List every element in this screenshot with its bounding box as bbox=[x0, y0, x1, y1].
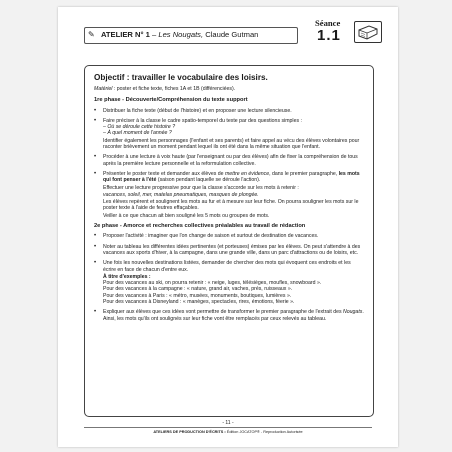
atelier-title bbox=[101, 30, 258, 39]
step4-text-b: . bbox=[362, 309, 364, 316]
author-name: Claude Gutman bbox=[203, 30, 259, 39]
atelier-number: ATELIER N° 1 bbox=[101, 30, 150, 39]
step4-text-b: , dans le premier paragraphe, bbox=[269, 170, 339, 177]
footer-edition: • Édition JOCATOP® - Reproduction Autorisée bbox=[223, 430, 303, 434]
phase2-step4 bbox=[103, 309, 364, 315]
question-where: – Où se déroule cette histoire ? bbox=[103, 124, 176, 131]
summer-words: vacances, soleil, mer, matelas pneumatiques, masques de plongée. bbox=[103, 191, 259, 198]
list-item bbox=[92, 171, 364, 219]
example-paris: Pour des vacances à Paris : « métro, musées, monuments, boutiques, lumières ». bbox=[103, 292, 292, 299]
phase2-step3: • Une fois les nouvelles destinations listées, demander de chercher des mots qui évoquent ces endroits et les écrire en face de chacun d'entre eux. bbox=[103, 260, 351, 273]
footer-divider bbox=[84, 427, 372, 428]
examples-title: À titre d'exemples : bbox=[103, 273, 151, 280]
step4-emphasis: mettre en évidence bbox=[224, 170, 270, 177]
seance-block bbox=[314, 18, 388, 48]
objective-heading: Objectif : travailler le vocabulaire des loisirs. bbox=[94, 73, 268, 82]
title-separator: – bbox=[149, 30, 159, 39]
phase2-step1: Proposer l'activité : imaginer que l'on change de saison et surtout de destination de vacances. bbox=[103, 233, 319, 240]
page-number: - 11 - bbox=[222, 420, 234, 426]
phase2-step4-more: Ainsi, les mots qu'ils ont soulignés sur leur fiche vont être remplacés par ceux relevés au tableau. bbox=[103, 315, 327, 322]
phase2-title: 2e phase - Amorce et recherches collectives préalables au travail de rédaction bbox=[94, 223, 306, 230]
book-title: Nougats bbox=[343, 309, 363, 316]
footer-series: ATELIERS DE PRODUCTION D'ÉCRITS bbox=[153, 430, 224, 434]
atelier-title-box bbox=[84, 27, 298, 44]
phase1-step2-intro: • Faire préciser à la classe le cadre spatio-temporel du texte par des questions simples : bbox=[103, 117, 302, 124]
phase1-step3: Procéder à une lecture à voix haute (par l'enseignant ou par des élèves) afin de fixer la compréhension de tous après la première lecture personnelle et la reformulation collective. bbox=[103, 154, 358, 167]
list-item bbox=[92, 233, 364, 239]
phase1-title: 1re phase - Découverte/Compréhension du texte support bbox=[94, 97, 248, 104]
list-item bbox=[92, 309, 364, 322]
seance-number: 1.1 bbox=[317, 27, 341, 44]
phase1-step4 bbox=[103, 171, 364, 184]
materials-line bbox=[94, 86, 364, 92]
step4-key-phrase: les mots qui font penser à l'été bbox=[103, 170, 360, 184]
list-item bbox=[92, 118, 364, 150]
example-ski: Pour des vacances au ski, on pourra retenir : « neige, luges, télésièges, moufles, snowboard ». bbox=[103, 280, 322, 287]
seance-label: Séance bbox=[315, 18, 341, 28]
list-item bbox=[92, 108, 364, 114]
list-item bbox=[92, 154, 364, 167]
phase1-step2-more: Identifier également les personnages (l'enfant et ses parents) et faire appel au vécu des élèves volontaires pour raconter brièvement un moment pendant lequel ils ont été dans la même situation que l'enfant. bbox=[103, 137, 360, 151]
work-title: Les Nougats, bbox=[158, 30, 204, 39]
phase1-list bbox=[92, 108, 364, 219]
book-logo-icon bbox=[354, 21, 382, 43]
page-header bbox=[84, 20, 384, 50]
footer-credits bbox=[58, 430, 398, 434]
example-disneyland: Pour des vacances à Disneyland : « manèges, spectacles, rires, émotions, féerie ». bbox=[103, 299, 295, 306]
phase2-list bbox=[92, 233, 364, 322]
phase1-step1: Distribuer la fiche texte (début de l'histoire) et en proposer une lecture silencieuse. bbox=[103, 107, 292, 114]
step4-check: Veiller à ce que chacun ait bien souligné les 5 mots ou groupes de mots. bbox=[103, 212, 270, 219]
list-item bbox=[92, 244, 364, 257]
step4-text-a: Présenter le poster texte et demander aux élèves de bbox=[103, 170, 225, 177]
step4-underline: Les élèves repèrent et soulignent les mots au fur et à mesure sur leur fiche. On pourra souligner les mots sur le poster texte à l'aide de feutres effaçables. bbox=[103, 199, 359, 212]
question-when: – À quel moment de l'année ? bbox=[103, 130, 172, 137]
step4-reading: Effectuer une lecture progressive pour que la classe s'accorde sur les mots à retenir : bbox=[103, 184, 299, 191]
example-countryside: Pour des vacances à la campagne : « nature, grand air, vaches, prés, ruisseaux ». bbox=[103, 286, 293, 293]
lesson-content bbox=[92, 73, 364, 326]
document-page bbox=[58, 7, 398, 447]
step4-text-a: Expliquer aux élèves que ces idées vont permettre de transformer le premier paragraphe de l'extrait des bbox=[103, 309, 344, 316]
materials-label: Matériel bbox=[94, 86, 113, 92]
materials-text: : poster et fiche texte, fiches 1A et 1B (différenciées). bbox=[112, 86, 236, 92]
step4-text-c: (saison pendant laquelle se déroule l'action). bbox=[156, 177, 261, 184]
phase2-step2: Noter au tableau les différentes idées pertinentes (et porteuses) émises par les élèves. On peut s'attendre à des vacances aux sports d'hiver, à la campagne, dans une grande ville, dans un parc d'attractions ou de loisirs, etc. bbox=[103, 243, 361, 256]
list-item bbox=[92, 260, 364, 305]
pencil-icon: ✎ bbox=[88, 30, 95, 39]
